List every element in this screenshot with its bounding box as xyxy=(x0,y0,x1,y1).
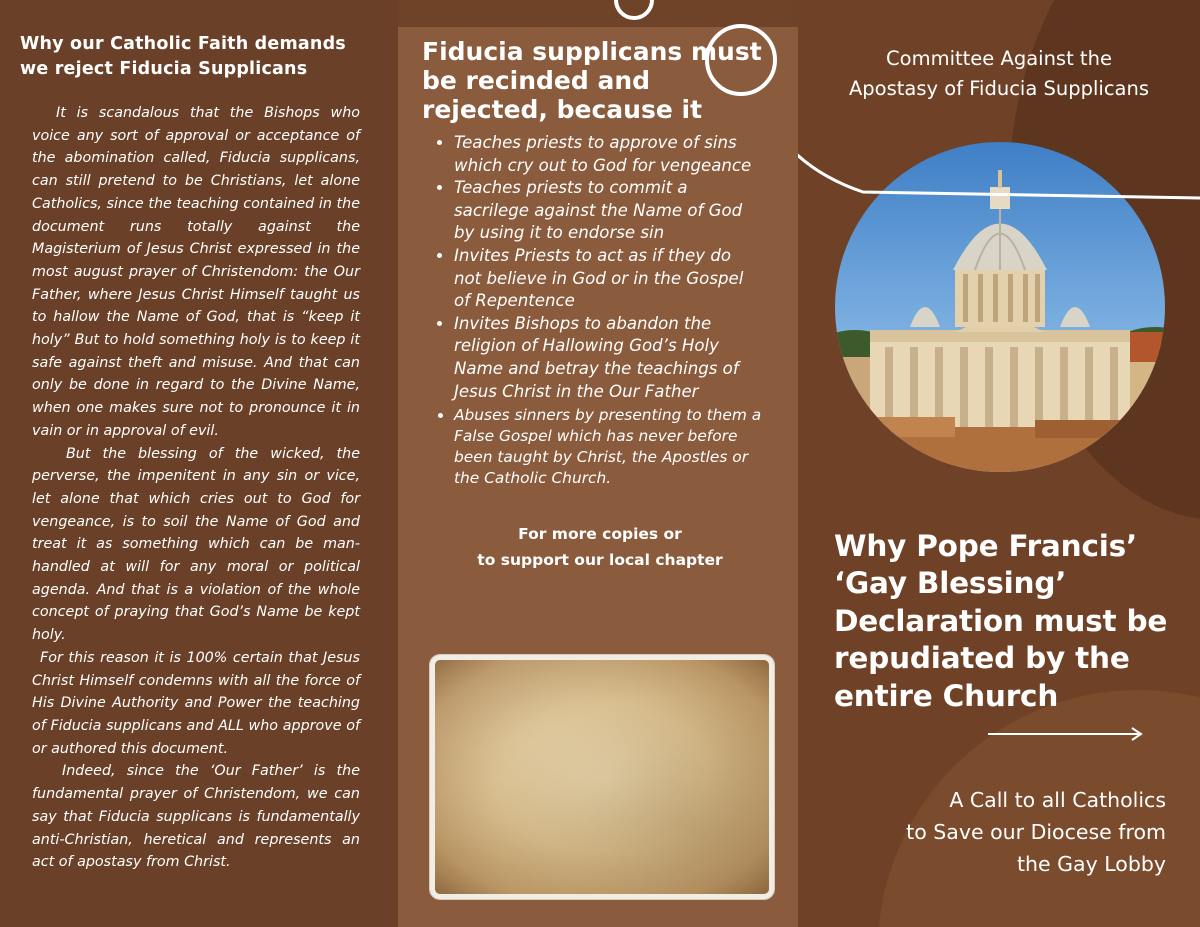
left-panel-title: Why our Catholic Faith demands we reject Fiducia Supplicans xyxy=(20,34,346,79)
paragraph-blessing-wicked: But the blessing of the wicked, the perverse, the impenitent in any sin or vice, let alone that which cries out to God for vengeance, is to soil the Name of God and treat it as something which can be man-handled at will for any moral or political agenda. And that is a violation of the whole concept of praying that God’s Name be kept holy. xyxy=(32,445,360,644)
basilica-illustration xyxy=(835,142,1165,472)
reasons-list xyxy=(422,132,762,489)
call-line-3: the Gay Lobby xyxy=(1016,852,1166,876)
call-line-1: A Call to all Catholics xyxy=(949,788,1166,812)
call-to-action xyxy=(826,784,1166,880)
organization-name xyxy=(818,44,1180,104)
left-panel xyxy=(0,0,398,927)
organization-line-2: Apostasy of Fiducia Supplicans xyxy=(848,77,1150,100)
paragraph-apostasy: Indeed, since the ‘Our Father’ is the fundamental prayer of Christendom, we can say that Fiducia supplicans is fundamentally anti-Christian, heretical and represents an act of apostasy from Christ. xyxy=(32,763,360,871)
list-item: • Teaches priests to approve of sins which cry out to God for vengeance xyxy=(454,132,762,177)
paragraph-hallow-name: It is scandalous that the Bishops who voice any sort of approval or acceptance of the abomination called, Fiducia supplicans, can still pretend to be Christians, let alone Catholics, since the teaching contained in the document runs totally against the Magisterium of Jesus Christ expressed in the most august prayer of Christendom: the Our Father, where Jesus Christ Himself taught us to hallow the Name of God, that is “keep it holy” But to hold something holy is to keep it safe against theft and misuse. And that can only be done in regard to the Divine Name, when one makes sure not to pronounce it in vain or in approval of evil. xyxy=(32,105,360,439)
list-item: • Teaches priests to commit a sacrilege against the Name of God by using it to endorse sin xyxy=(454,177,762,245)
list-item: • Abuses sinners by presenting to them a False Gospel which has never before been taught by Christ, the Apostles or the Catholic Church. xyxy=(454,405,762,489)
st-peters-basilica-photo xyxy=(835,142,1165,472)
copies-notice xyxy=(422,521,762,573)
main-headline: Why Pope Francis’ ‘Gay Blessing’ Declaration must be repudiated by the entire Church xyxy=(834,528,1168,713)
left-panel-body xyxy=(32,102,360,874)
list-item: • Invites Priests to act as if they do not believe in God or in the Gospel of Repentence xyxy=(454,245,762,313)
right-panel xyxy=(798,0,1200,927)
middle-panel xyxy=(398,27,798,927)
copies-line-1: For more copies or xyxy=(518,525,682,544)
paragraph-christ-condemns: For this reason it is 100% certain that Jesus Christ Himself condemns with all the force of His Divine Authority and Power the teaching of Fiducia supplicans and ALL who approve of or authored this document. xyxy=(32,649,360,757)
call-line-2: to Save our Diocese from xyxy=(906,820,1166,844)
parchment-image xyxy=(430,655,774,899)
copies-line-2: to support our local chapter xyxy=(477,551,723,570)
organization-line-1: Committee Against the xyxy=(886,47,1112,70)
middle-panel-title: Fiducia supplicans must be recinded and rejected, because it xyxy=(422,37,762,124)
list-item: • Invites Bishops to abandon the religion of Hallowing God’s Holy Name and betray the teachings of Jesus Christ in the Our Father xyxy=(454,313,762,403)
